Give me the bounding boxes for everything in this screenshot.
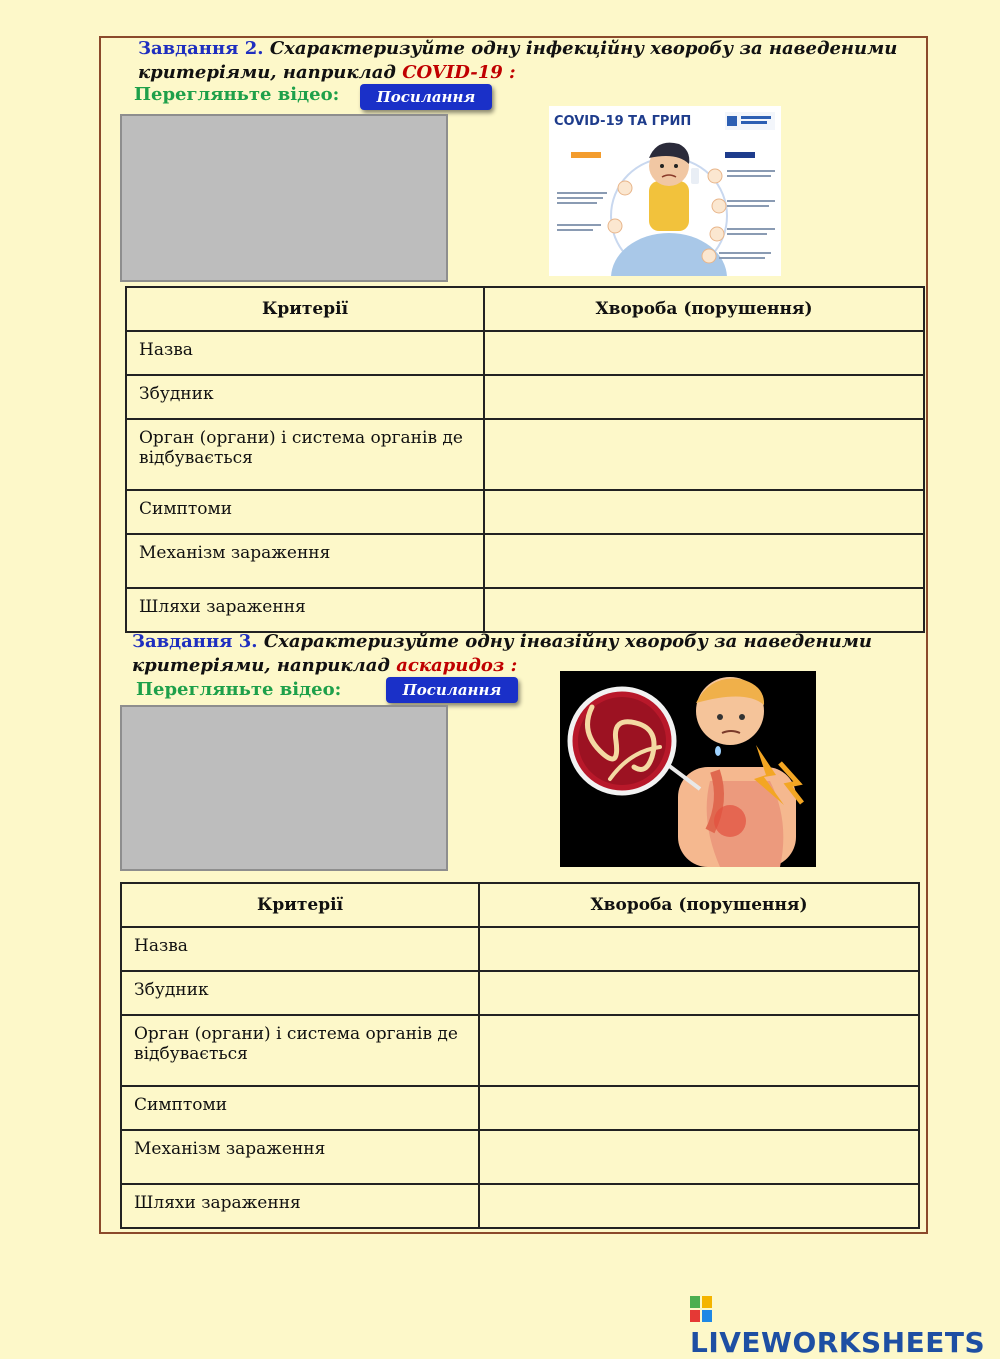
criteria-cell: Симптоми <box>121 1086 479 1130</box>
task3-watch-label: Перегляньте відео: <box>136 679 342 700</box>
table-row <box>126 375 924 419</box>
table-row <box>121 1184 919 1228</box>
table-header-disease: Хвороба (порушення) <box>479 883 919 927</box>
table-row <box>121 1086 919 1130</box>
criteria-cell: Механізм зараження <box>126 534 484 588</box>
answer-cell[interactable] <box>484 375 924 419</box>
liveworksheets-logo[interactable] <box>690 1293 1000 1359</box>
answer-cell[interactable] <box>484 534 924 588</box>
answer-cell[interactable] <box>479 1086 919 1130</box>
task2-label: Завдання 2. <box>138 38 264 59</box>
table-row <box>126 331 924 375</box>
table-row <box>121 1015 919 1086</box>
answer-cell[interactable] <box>479 1130 919 1184</box>
ascariasis-illustration <box>560 671 816 867</box>
criteria-cell: Шляхи зараження <box>121 1184 479 1228</box>
sick-person-illustration <box>549 106 781 276</box>
task3-label: Завдання 3. <box>132 631 258 652</box>
task2-heading <box>138 37 928 85</box>
table-row <box>121 971 919 1015</box>
task2-text-line1: Схарактеризуйте одну інфекційну хворобу за наведеними <box>269 38 898 59</box>
worm-stomach-illustration <box>560 671 816 867</box>
table-header-disease: Хвороба (порушення) <box>484 287 924 331</box>
table-row <box>121 927 919 971</box>
task2-link-button[interactable]: Посилання <box>360 84 492 110</box>
criteria-cell: Назва <box>121 927 479 971</box>
poster-title: COVID-19 ТА ГРИП <box>554 114 692 129</box>
table-row <box>126 419 924 490</box>
task2-video-placeholder[interactable] <box>120 114 448 282</box>
brand-text: LIVEWORKSHEETS <box>690 1326 986 1359</box>
answer-cell[interactable] <box>479 927 919 971</box>
answer-cell[interactable] <box>479 971 919 1015</box>
answer-cell[interactable] <box>479 1015 919 1086</box>
covid-flu-poster <box>549 106 781 276</box>
criteria-cell: Орган (органи) і система органів де відбувається <box>126 419 484 490</box>
task2-text-line2: критеріями, наприклад <box>138 62 396 83</box>
criteria-cell: Симптоми <box>126 490 484 534</box>
criteria-cell: Збудник <box>121 971 479 1015</box>
task3-text-line2: критеріями, наприклад <box>132 655 390 676</box>
criteria-cell: Орган (органи) і система органів де відбувається <box>121 1015 479 1086</box>
criteria-cell: Назва <box>126 331 484 375</box>
task2-criteria-table <box>125 286 925 633</box>
answer-cell[interactable] <box>479 1184 919 1228</box>
answer-cell[interactable] <box>484 588 924 632</box>
table-header-criteria: Критерії <box>126 287 484 331</box>
task3-criteria-table <box>120 882 920 1229</box>
answer-cell[interactable] <box>484 490 924 534</box>
table-header-criteria: Критерії <box>121 883 479 927</box>
table-row <box>126 490 924 534</box>
table-row <box>126 588 924 632</box>
task3-example: аскаридоз : <box>396 655 518 676</box>
table-row <box>126 534 924 588</box>
criteria-cell: Збудник <box>126 375 484 419</box>
answer-cell[interactable] <box>484 419 924 490</box>
task3-link-button[interactable]: Посилання <box>386 677 518 703</box>
logo-cube-icon <box>690 1296 712 1322</box>
criteria-cell: Шляхи зараження <box>126 588 484 632</box>
table-row <box>121 1130 919 1184</box>
task3-video-placeholder[interactable] <box>120 705 448 871</box>
task3-text-line1: Схарактеризуйте одну інвазійну хворобу за наведеними <box>263 631 872 652</box>
answer-cell[interactable] <box>484 331 924 375</box>
criteria-cell: Механізм зараження <box>121 1130 479 1184</box>
task2-example: COVID-19 : <box>402 62 516 83</box>
task2-watch-label: Перегляньте відео: <box>134 84 340 105</box>
